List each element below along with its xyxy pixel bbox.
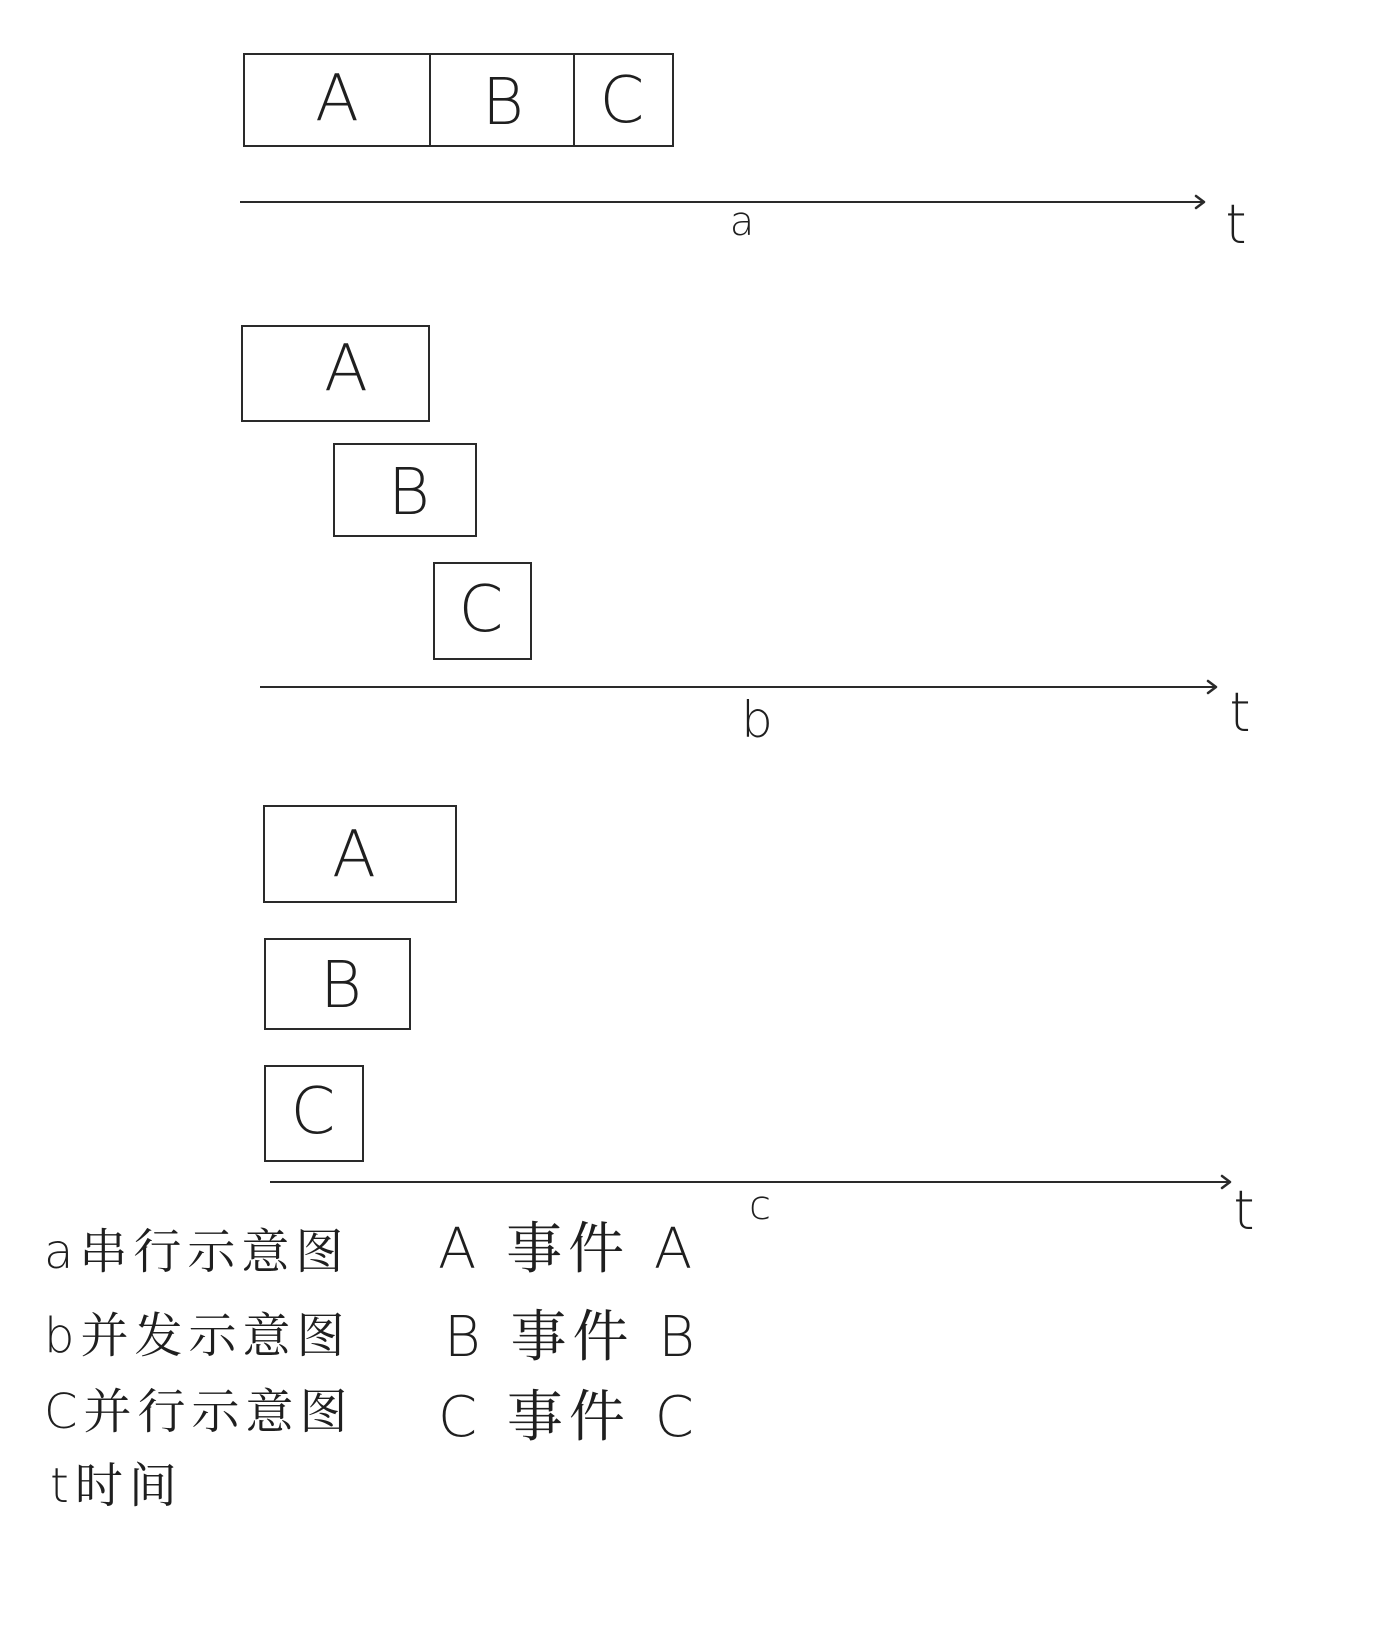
panel-c-event-A-label: A <box>332 818 376 892</box>
panel-a-event-C-label: C <box>599 64 645 138</box>
panel-c-caption: c <box>749 1183 771 1229</box>
legend-diagram-concurrent: b并发示意图 <box>44 1308 351 1364</box>
legend-event-C: C 事件 C <box>438 1385 700 1450</box>
panel-c-parallel <box>264 806 1255 1242</box>
panel-b-axis-label: t <box>1229 681 1251 744</box>
legend-event-B: B 事件 B <box>444 1305 701 1370</box>
panel-c-event-C-label: C <box>290 1075 336 1149</box>
legend-diagram-time: t时间 <box>50 1458 183 1514</box>
legend-diagram-serial: a串行示意图 <box>44 1224 350 1280</box>
panel-c-axis-label: t <box>1233 1179 1255 1242</box>
legend-diagram-parallel: C并行示意图 <box>44 1384 354 1440</box>
legend-event-A: A 事件 A <box>438 1217 699 1282</box>
panel-a-event-B-label: B <box>482 66 524 140</box>
panel-a-caption: a <box>729 199 755 245</box>
panel-c-event-B-label: B <box>320 949 362 1023</box>
panel-b-event-A-label: A <box>324 332 368 406</box>
panel-b-event-B-label: B <box>388 456 430 530</box>
panel-a-event-A-label: A <box>315 62 359 136</box>
panel-b-event-C-label: C <box>458 573 504 647</box>
panel-b-caption: b <box>741 691 773 749</box>
panel-b-concurrent <box>242 326 1251 749</box>
panel-a-serial <box>240 54 1247 256</box>
panel-a-axis-label: t <box>1225 193 1247 256</box>
